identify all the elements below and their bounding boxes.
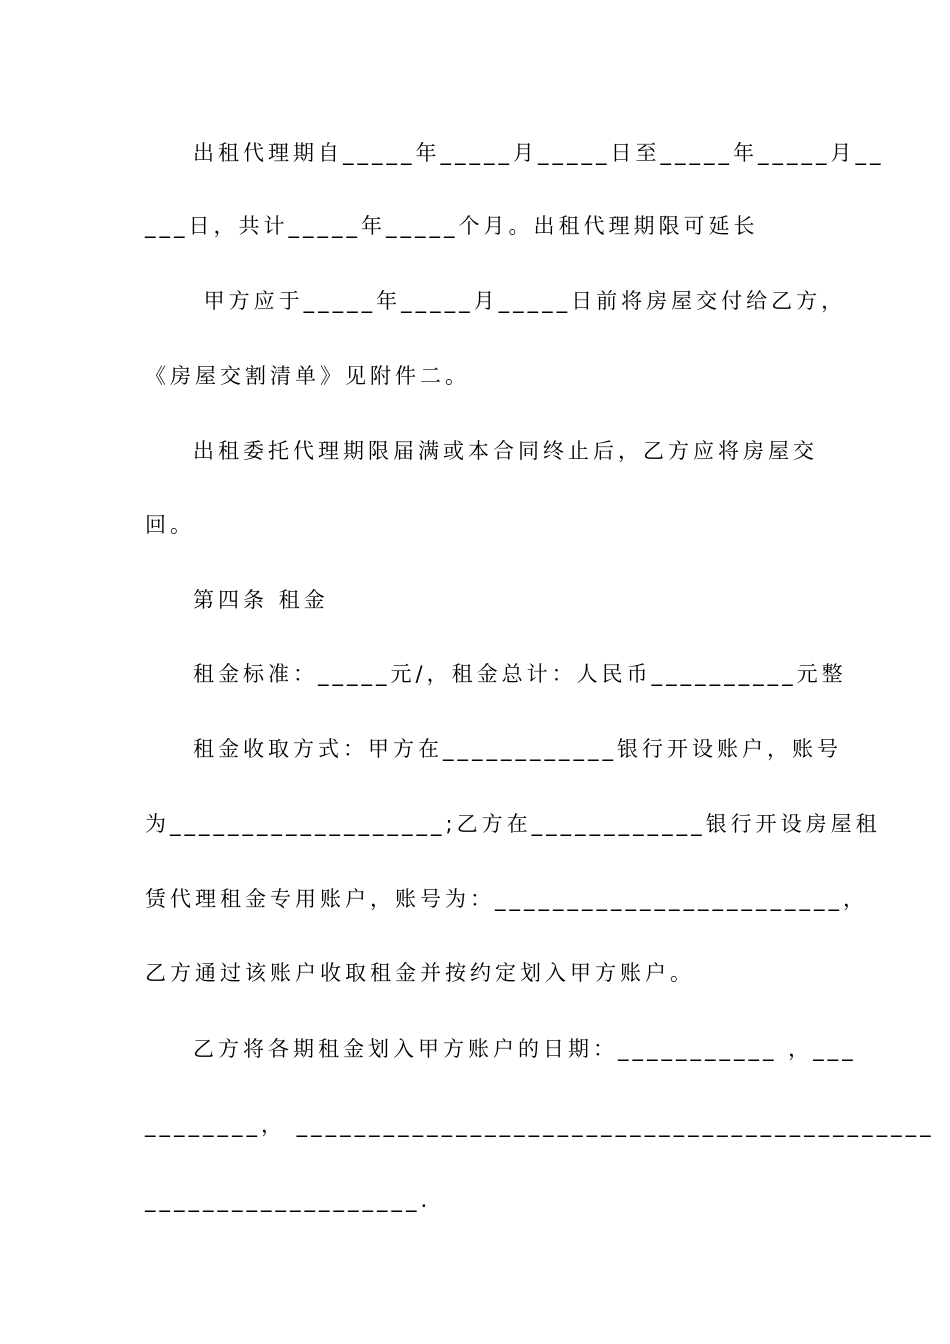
paragraph-line-2: ___日，共计_____年_____个月。出租代理期限可延长	[145, 214, 759, 238]
paragraph-line-6: 回。	[145, 513, 195, 537]
section-heading: 第四条 租金	[193, 588, 329, 612]
paragraph-line-12: 乙方通过该账户收取租金并按约定划入甲方账户。	[145, 961, 695, 985]
paragraph-line-13: 乙方将各期租金划入甲方账户的日期：___________ ，___	[193, 1037, 857, 1061]
paragraph-line-3: 甲方应于_____年_____月_____日前将房屋交付给乙方，	[193, 289, 847, 313]
paragraph-line-5: 出租委托代理期限届满或本合同终止后，乙方应将房屋交	[193, 439, 818, 463]
paragraph-line-14: ________， ____________________________________________	[145, 1113, 935, 1137]
paragraph-line-8: 租金标准：_____元/，租金总计：人民币__________元整	[193, 662, 847, 686]
paragraph-line-11: 赁代理租金专用账户，账号为：________________________，	[145, 887, 868, 911]
paragraph-line-4: 《房屋交割清单》见附件二。	[145, 364, 470, 388]
paragraph-line-10: 为___________________;乙方在____________银行开设房屋租	[145, 812, 881, 836]
paragraph-line-15: ___________________.	[145, 1188, 432, 1212]
paragraph-line-1: 出租代理期自_____年_____月_____日至_____年_____月__	[193, 141, 885, 165]
paragraph-line-9: 租金收取方式：甲方在____________银行开设账户，账号	[193, 737, 842, 761]
